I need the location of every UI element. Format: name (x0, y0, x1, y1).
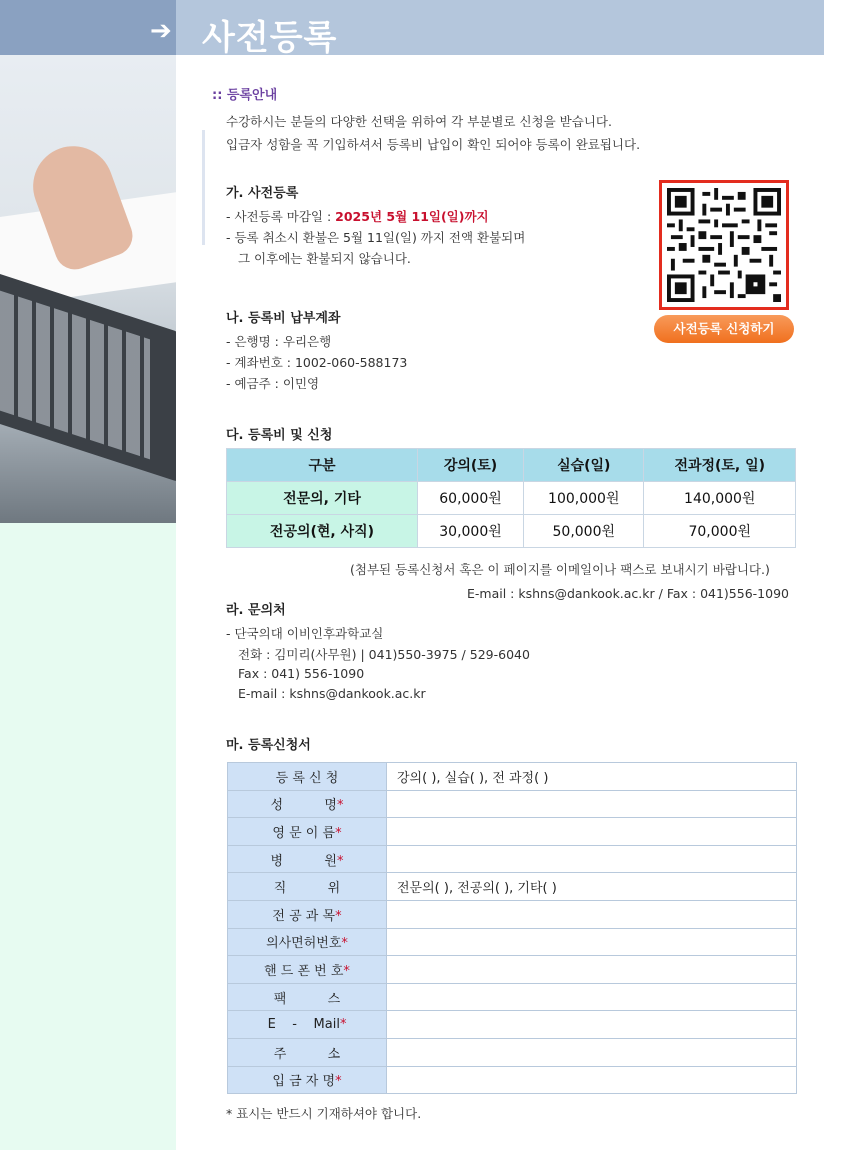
form-input[interactable]: 강의( ), 실습( ), 전 과정( ) (387, 763, 797, 791)
form-label (228, 873, 387, 901)
refund-line-1: - 등록 취소시 환불은 5월 11일(일) 까지 전액 환불되며 (226, 230, 526, 245)
fee-col-category: 구분 (227, 449, 418, 482)
sidebar-background (0, 523, 176, 1150)
section-ma-heading: 마. 등록신청서 (226, 738, 311, 753)
form-row (228, 818, 797, 846)
qr-code-icon (667, 188, 781, 302)
fee-cell: 30,000원 (418, 515, 524, 548)
form-row (228, 956, 797, 984)
form-label (228, 956, 387, 984)
sidebar-laptop-image (0, 55, 176, 523)
form-row (228, 790, 797, 818)
inquiry-fax: Fax : 041) 556-1090 (238, 666, 365, 681)
form-label-text: 직 위 (273, 881, 341, 897)
account-holder: - 예금주 : 이민영 (226, 376, 320, 391)
apply-button[interactable]: 사전등록 신청하기 (654, 315, 794, 343)
form-label (228, 790, 387, 818)
required-star: * (336, 798, 344, 814)
form-input[interactable] (387, 900, 797, 928)
deadline-text: - 사전등록 마감일 : 2025년 5월 11일(일)까지 (226, 209, 489, 224)
required-star: * (343, 963, 350, 979)
required-footnote: * 표시는 반드시 기재하셔야 합니다. (226, 1106, 422, 1121)
form-label-text: 주 소 (273, 1046, 341, 1062)
fee-col-lecture: 강의(토) (418, 449, 524, 482)
table-row (227, 515, 796, 548)
form-row (228, 763, 797, 791)
required-star: * (336, 853, 344, 869)
form-row (228, 900, 797, 928)
bank-name: - 은행명 : 우리은행 (226, 334, 332, 349)
page-title: 사전등록 (202, 18, 338, 58)
fee-row-label: 전문의, 기타 (227, 482, 418, 515)
form-row (228, 873, 797, 901)
fee-col-practice: 실습(일) (524, 449, 644, 482)
form-label-text: 전 공 과 목 (272, 908, 336, 924)
form-input[interactable] (387, 956, 797, 984)
intro-line-1: 수강하시는 분들의 다양한 선택을 위하여 각 부분별로 신청을 받습니다. (226, 114, 612, 129)
form-label-text: 핸 드 폰 번 호 (264, 963, 344, 979)
form-label (228, 845, 387, 873)
form-row (228, 983, 797, 1011)
required-star: * (341, 936, 348, 952)
fee-col-full: 전과정(토, 일) (644, 449, 796, 482)
form-label (228, 1011, 387, 1039)
form-input[interactable] (387, 983, 797, 1011)
fee-row-label: 전공의(현, 사직) (227, 515, 418, 548)
form-input[interactable] (387, 845, 797, 873)
fee-cell: 70,000원 (644, 515, 796, 548)
form-label (228, 983, 387, 1011)
fee-cell: 140,000원 (644, 482, 796, 515)
form-label-text: 병 원 (270, 853, 337, 869)
form-label-text: 성 명 (270, 798, 337, 814)
form-label-text: 의사면허번호 (266, 936, 342, 952)
section-ra-heading: 라. 문의처 (226, 603, 286, 618)
intro-heading: :: 등록안내 (212, 88, 278, 103)
fee-table-header (227, 449, 796, 482)
form-label-text: 팩 스 (273, 991, 341, 1007)
form-label-text: 영 문 이 름 (272, 825, 336, 841)
fee-table (226, 448, 796, 548)
arrow-right-icon: ➔ (150, 16, 172, 46)
form-row (228, 1038, 797, 1066)
fee-cell: 60,000원 (418, 482, 524, 515)
qr-code[interactable] (659, 180, 789, 310)
account-number: - 계좌번호 : 1002-060-588173 (226, 355, 408, 370)
intro-line-2: 입금자 성함을 꼭 기입하셔서 등록비 납입이 확인 되어야 등록이 완료됩니다. (226, 137, 641, 152)
form-label-text: E - Mail (267, 1017, 340, 1033)
section-ga-heading: 가. 사전등록 (226, 186, 299, 201)
inquiry-email: E-mail : kshns@dankook.ac.kr (238, 686, 426, 701)
form-label (228, 818, 387, 846)
section-da-heading: 다. 등록비 및 신청 (226, 428, 333, 443)
form-label (228, 928, 387, 956)
required-star: * (335, 825, 342, 841)
form-input[interactable] (387, 1066, 797, 1094)
form-input[interactable] (387, 818, 797, 846)
required-star: * (339, 1017, 347, 1033)
table-row (227, 482, 796, 515)
form-label (228, 763, 387, 791)
form-label (228, 1038, 387, 1066)
form-label-text: 입 금 자 명 (272, 1074, 336, 1090)
registration-form (227, 762, 797, 1094)
form-input[interactable] (387, 928, 797, 956)
form-row (228, 845, 797, 873)
refund-line-2: 그 이후에는 환불되지 않습니다. (238, 251, 411, 266)
form-input[interactable]: 전문의( ), 전공의( ), 기타( ) (387, 873, 797, 901)
divider (202, 130, 205, 245)
form-input[interactable] (387, 1011, 797, 1039)
form-row (228, 928, 797, 956)
form-label (228, 1066, 387, 1094)
contact-line: E-mail : kshns@dankook.ac.kr / Fax : 041)556-1090 (467, 586, 789, 601)
inquiry-line-1: - 단국의대 이비인후과학교실 (226, 626, 384, 641)
submission-note: (첨부된 등록신청서 혹은 이 페이지를 이메일이나 팩스로 보내시기 바랍니다.) (350, 562, 770, 577)
form-label (228, 900, 387, 928)
required-star: * (335, 1074, 342, 1090)
deadline-value: 2025년 5월 11일(일)까지 (335, 209, 489, 224)
section-na-heading: 나. 등록비 납부계좌 (226, 311, 341, 326)
form-label-text: 등 록 신 청 (275, 770, 339, 786)
fee-cell: 100,000원 (524, 482, 644, 515)
required-star: * (335, 908, 342, 924)
form-row (228, 1066, 797, 1094)
fee-cell: 50,000원 (524, 515, 644, 548)
inquiry-phone: 전화 : 김미리(사무원) | 041)550-3975 / 529-6040 (238, 647, 530, 662)
form-input[interactable] (387, 790, 797, 818)
form-row (228, 1011, 797, 1039)
form-input[interactable] (387, 1038, 797, 1066)
